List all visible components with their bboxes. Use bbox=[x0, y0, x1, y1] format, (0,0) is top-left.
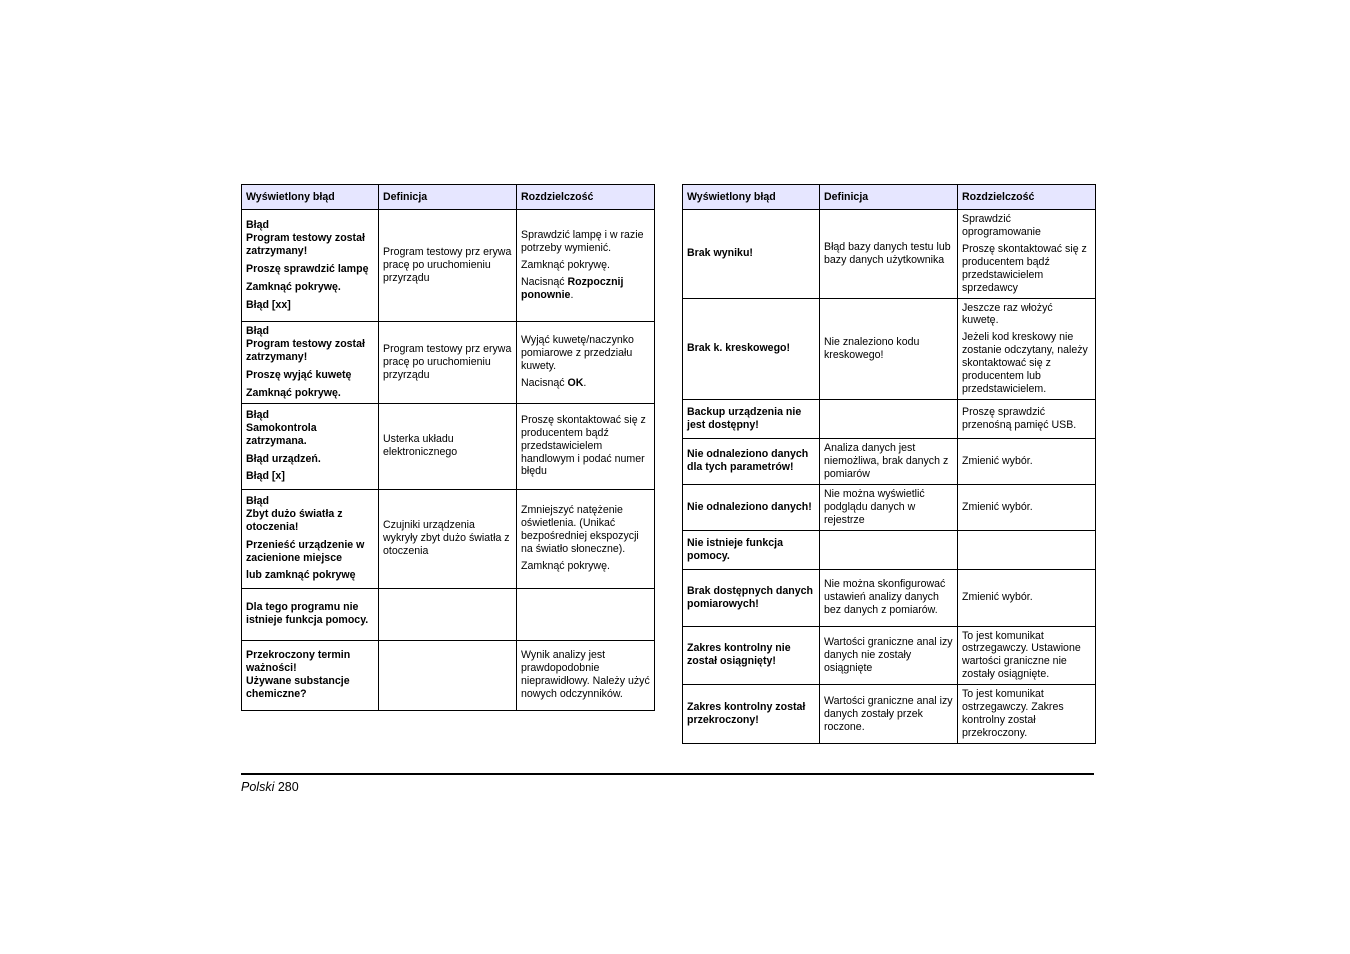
error-line: Nie odnaleziono danych dla tych parametrów! bbox=[687, 448, 809, 474]
error-line: Proszę sprawdzić lampę bbox=[246, 263, 369, 275]
resolution-cell bbox=[958, 298, 1096, 399]
error-line: Zakres kontrolny został przekroczony! bbox=[687, 701, 806, 727]
resolution-cell bbox=[958, 210, 1096, 299]
footer-page-number: 280 bbox=[277, 780, 299, 794]
table-row bbox=[242, 588, 655, 640]
resolution-cell bbox=[958, 569, 1096, 626]
resolution-paragraph: Zmienić wybór. bbox=[962, 591, 1033, 604]
definition-cell bbox=[820, 530, 958, 569]
error-line: Używane substancje chemiczne? bbox=[246, 675, 350, 701]
error-cell bbox=[683, 298, 820, 399]
footer-rule bbox=[241, 773, 1094, 775]
error-line: Przenieść urządzenie w zacienione miejsce bbox=[246, 538, 365, 564]
table-row bbox=[683, 569, 1096, 626]
definition-cell: Czujniki urządzenia wykryły zbyt dużo światła z otoczenia bbox=[379, 489, 517, 588]
resolution-paragraph: Jeszcze raz włożyć kuwetę. bbox=[962, 301, 1053, 327]
resolution-paragraph: Sprawdzić lampę i w razie potrzeby wymienić. bbox=[521, 229, 644, 255]
error-cell bbox=[683, 210, 820, 299]
table-row bbox=[683, 298, 1096, 399]
resolution-cell bbox=[958, 438, 1096, 484]
error-line: Zbyt dużo światła z otoczenia! bbox=[246, 507, 343, 533]
error-line: lub zamknąć pokrywę bbox=[246, 569, 356, 582]
right-error-table bbox=[682, 184, 1096, 744]
resolution-paragraph: To jest komunikat ostrzegawczy. Ustawione wartości graniczne nie zostały osiągnięte. bbox=[962, 629, 1081, 681]
table-row bbox=[683, 626, 1096, 685]
header-resolution: Rozdzielczość bbox=[517, 185, 655, 210]
error-cell bbox=[242, 489, 379, 588]
error-cell bbox=[242, 210, 379, 322]
error-cell bbox=[683, 484, 820, 530]
error-line: Błąd bbox=[246, 219, 269, 232]
error-line: Dla tego programu nie istnieje funkcja pomocy. bbox=[246, 601, 369, 627]
table-row bbox=[683, 685, 1096, 744]
header-error: Wyświetlony błąd bbox=[683, 185, 820, 210]
footer-language: Polski bbox=[241, 780, 275, 794]
error-line: Proszę wyjąć kuwetę bbox=[246, 368, 352, 381]
definition-cell: Usterka układu elektronicznego bbox=[379, 403, 517, 489]
resolution-bold-text: OK bbox=[567, 377, 584, 390]
table-row bbox=[242, 210, 655, 322]
resolution-paragraph: Zmienić wybór. bbox=[962, 454, 1033, 467]
header-definition: Definicja bbox=[379, 185, 517, 210]
table-row bbox=[242, 403, 655, 489]
error-cell bbox=[242, 588, 379, 640]
page-footer bbox=[241, 780, 299, 794]
error-line: Zamknąć pokrywę. bbox=[246, 386, 341, 399]
error-line: Błąd bbox=[246, 494, 269, 507]
error-cell bbox=[242, 403, 379, 489]
resolution-cell bbox=[958, 399, 1096, 438]
error-cell bbox=[683, 399, 820, 438]
error-line: Błąd [xx] bbox=[246, 298, 291, 311]
definition-cell: Wartości graniczne anal izy danych nie zostały osiągnięte bbox=[820, 626, 958, 685]
error-line: Błąd bbox=[246, 325, 269, 337]
error-line: Program testowy został zatrzymany! bbox=[246, 232, 365, 258]
error-line: Zakres kontrolny nie został osiągnięty! bbox=[687, 642, 791, 668]
error-line: Brak k. kreskowego! bbox=[687, 342, 791, 355]
error-line: Backup urządzenia nie jest dostępny! bbox=[687, 406, 802, 431]
definition-cell bbox=[379, 588, 517, 640]
error-line: Błąd urządzeń. bbox=[246, 452, 321, 465]
resolution-paragraph: Wyjąć kuwetę/naczynko pomiarowe z przedziału kuwety. bbox=[521, 334, 634, 373]
table-row bbox=[683, 438, 1096, 484]
definition-cell: Nie znaleziono kodu kreskowego! bbox=[820, 298, 958, 399]
error-line: Nie odnaleziono danych! bbox=[687, 500, 812, 513]
resolution-cell bbox=[517, 588, 655, 640]
error-line: Brak wyniku! bbox=[687, 247, 753, 260]
table-row bbox=[242, 489, 655, 588]
resolution-bold-text: Rozpocznij ponownie bbox=[521, 275, 624, 301]
header-error: Wyświetlony błąd bbox=[242, 185, 379, 210]
table-row bbox=[683, 399, 1096, 438]
table-row bbox=[683, 484, 1096, 530]
resolution-paragraph: Proszę sprawdzić przenośną pamięć USB. bbox=[962, 406, 1077, 431]
resolution-paragraph: Zamknąć pokrywę. bbox=[521, 259, 610, 272]
error-line: Zamknąć pokrywę. bbox=[246, 280, 341, 293]
error-cell bbox=[242, 640, 379, 710]
error-cell bbox=[683, 626, 820, 685]
definition-cell bbox=[820, 399, 958, 438]
resolution-cell bbox=[517, 640, 655, 710]
resolution-text: . bbox=[570, 288, 574, 301]
error-line: Brak dostępnych danych pomiarowych! bbox=[687, 584, 813, 610]
resolution-paragraph bbox=[521, 377, 650, 390]
resolution-paragraph: Zmniejszyć natężenie oświetlenia. (Unikać bezpośredniej ekspozycji na światło słoneczne). bbox=[521, 504, 639, 556]
resolution-cell bbox=[517, 322, 655, 404]
error-cell bbox=[683, 530, 820, 569]
table-row bbox=[683, 210, 1096, 299]
table-row bbox=[242, 322, 655, 404]
resolution-paragraph: Proszę skontaktować się z producentem bądź przedstawicielem handlowym i podać numer błędu bbox=[521, 413, 646, 478]
resolution-paragraph: Zamknąć pokrywę. bbox=[521, 559, 610, 572]
resolution-text: Nacisnąć bbox=[521, 275, 568, 288]
error-line: Przekroczony termin ważności! bbox=[246, 649, 351, 675]
error-cell bbox=[683, 569, 820, 626]
resolution-cell bbox=[958, 626, 1096, 685]
error-line: Nie istnieje funkcja pomocy. bbox=[687, 536, 783, 562]
table-row bbox=[683, 530, 1096, 569]
error-line: Program testowy został zatrzymany! bbox=[246, 337, 365, 363]
definition-cell: Program testowy prz erywa pracę po uruchomieniu przyrządu bbox=[379, 210, 517, 322]
left-error-table bbox=[241, 184, 655, 711]
resolution-paragraph bbox=[521, 276, 650, 302]
definition-cell: Nie można skonfigurować ustawień analizy danych bez danych z pomiarów. bbox=[820, 569, 958, 626]
definition-cell: Nie można wyświetlić podglądu danych w rejestrze bbox=[820, 484, 958, 530]
header-resolution: Rozdzielczość bbox=[958, 185, 1096, 210]
resolution-paragraph: Jeżeli kod kreskowy nie zostanie odczytany, należy skontaktować się z producentem lub przedstawicielem. bbox=[962, 331, 1088, 396]
definition-cell bbox=[379, 640, 517, 710]
resolution-paragraph: Proszę skontaktować się z producentem bądź przedstawicielem sprzedawcy bbox=[962, 242, 1087, 294]
definition-cell: Wartości graniczne anal izy danych zostały przek roczone. bbox=[820, 685, 958, 744]
error-line: Błąd [x] bbox=[246, 470, 285, 483]
resolution-cell bbox=[517, 403, 655, 489]
resolution-cell bbox=[958, 530, 1096, 569]
header-definition: Definicja bbox=[820, 185, 958, 210]
error-line: Błąd bbox=[246, 408, 269, 421]
resolution-paragraph: Sprawdzić oprogramowanie bbox=[962, 213, 1041, 238]
resolution-cell bbox=[958, 685, 1096, 744]
error-cell bbox=[242, 322, 379, 404]
table-row bbox=[242, 640, 655, 710]
definition-cell: Program testowy prz erywa pracę po uruchomieniu przyrządu bbox=[379, 322, 517, 404]
resolution-paragraph: To jest komunikat ostrzegawczy. Zakres kontrolny został przekroczony. bbox=[962, 688, 1064, 739]
error-cell bbox=[683, 685, 820, 744]
resolution-text: Nacisnąć bbox=[521, 377, 568, 390]
resolution-cell bbox=[517, 489, 655, 588]
resolution-cell bbox=[517, 210, 655, 322]
resolution-paragraph: Zmienić wybór. bbox=[962, 500, 1033, 513]
error-cell bbox=[683, 438, 820, 484]
resolution-cell bbox=[958, 484, 1096, 530]
definition-cell: Błąd bazy danych testu lub bazy danych użytkownika bbox=[820, 210, 958, 299]
table-header-row bbox=[683, 185, 1096, 210]
resolution-paragraph: Wynik analizy jest prawdopodobnie nieprawidłowy. Należy użyć nowych odczynników. bbox=[521, 649, 650, 701]
definition-cell: Analiza danych jest niemożliwa, brak danych z pomiarów bbox=[820, 438, 958, 484]
table-header-row bbox=[242, 185, 655, 210]
resolution-text: . bbox=[583, 377, 587, 390]
error-line: Samokontrola zatrzymana. bbox=[246, 421, 317, 447]
